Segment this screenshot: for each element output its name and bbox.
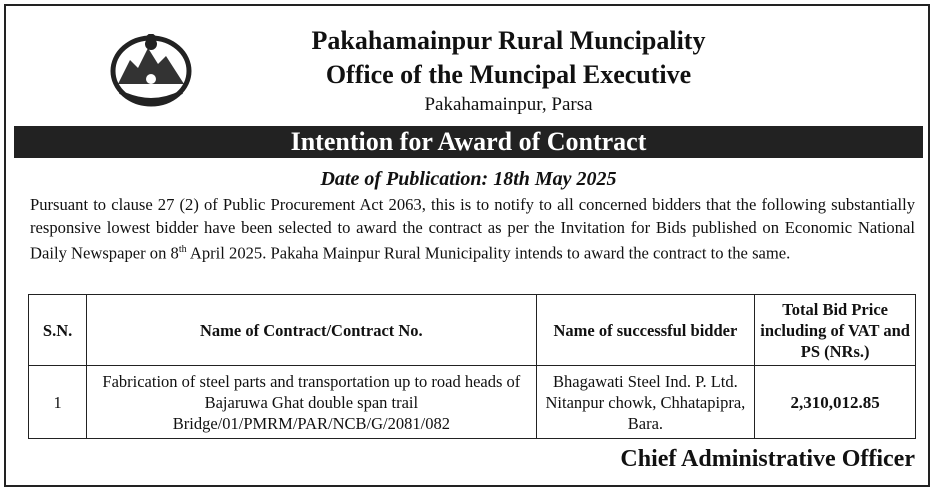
notice-title-banner: Intention for Award of Contract [14, 126, 923, 158]
office-name: Office of the Muncipal Executive [325, 60, 692, 89]
municipality-name: Pakahamainpur Rural Muncipality [311, 26, 706, 55]
header-bidder: Name of successful bidder [536, 295, 755, 366]
table-row [29, 366, 916, 439]
table-header-row [29, 295, 916, 366]
notice-body [30, 194, 915, 265]
header-sn: S.N. [29, 295, 87, 366]
award-table [28, 294, 916, 439]
office-address: Pakahamainpur, Parsa [424, 94, 593, 115]
notice-body-text-1: Pursuant to clause 27 (2) of Public Procurement Act 2063, this is to notify to all concerned bidders that the following substantially responsive lowest bidder have been selected to award the contract as per the Invitation for Bids published on Economic National Daily Newspaper on 8 [30, 195, 915, 263]
notice-body-text-2: April 2025. Pakaha Mainpur Rural Municipality intends to award the contract to the same. [186, 243, 791, 263]
cell-sn: 1 [29, 366, 87, 439]
cell-contract: Fabrication of steel parts and transportation up to road heads of Bajaruwa Ghat double span trail Bridge/01/PMRM/PAR/NCB/G/2081/082 [87, 366, 536, 439]
cell-bidder: Bhagawati Steel Ind. P. Ltd. Nitanpur chowk, Chhatapipra, Bara. [536, 366, 755, 439]
notice-body-superscript: th [178, 244, 187, 255]
publication-date: Date of Publication: 18th May 2025 [320, 168, 617, 190]
header-contract: Name of Contract/Contract No. [87, 295, 536, 366]
signatory-title: Chief Administrative Officer [620, 446, 915, 472]
cell-price: 2,310,012.85 [755, 366, 916, 439]
header-price: Total Bid Price including of VAT and PS (NRs.) [755, 295, 916, 366]
